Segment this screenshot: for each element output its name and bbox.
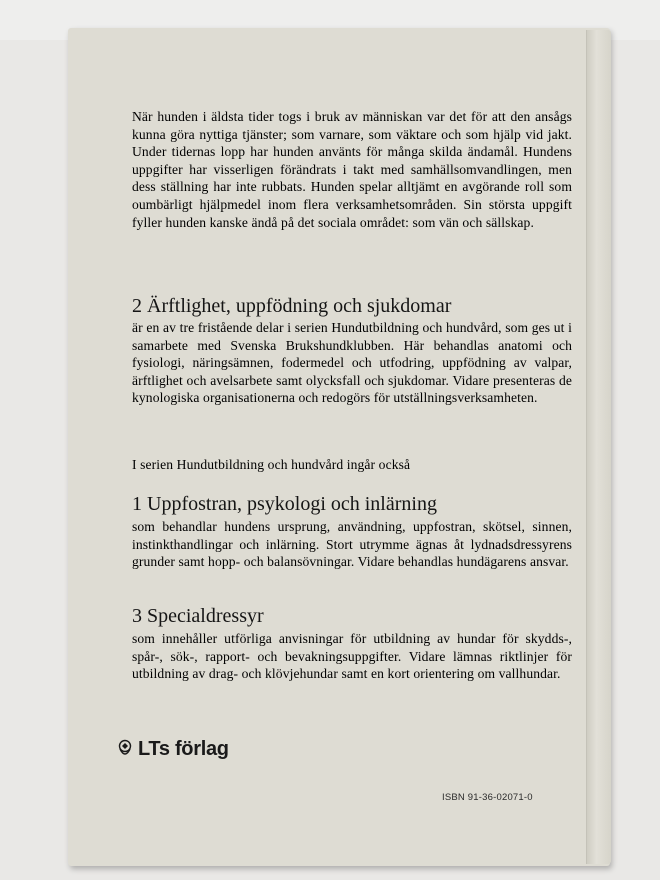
publisher-name: LTs förlag (138, 737, 229, 760)
section-text-1: som behandlar hundens ursprung, användning, uppfostran, skötsel, sinnen, instinkthandlingar och inlärning. Stort utrymme ägnas åt lydnadsdressyrens grunder samt hopp- och balansövningar. Vidare behandlas hundägarens ansvar. (132, 519, 572, 570)
section-text-3: som innehåller utförliga anvisningar för utbildning av hundar för skydds-, spår-, sök-, rapport- och bevakningsuppgifter. Vidare lämnas riktlinjer för utbildning av drag- och klövjehundar samt en kort orientering om vallhundar. (132, 631, 572, 682)
isbn-number: ISBN 91-36-02071-0 (442, 792, 533, 803)
publisher-logo (116, 735, 229, 763)
section-title-1: 1 Uppfostran, psykologi och inlärning (132, 493, 437, 515)
series-line: I serien Hundutbildning och hundvård ingår också (132, 457, 411, 472)
section-title-3: 3 Specialdressyr (132, 605, 264, 627)
book-spine (586, 30, 611, 864)
section-title-2: 2 Ärftlighet, uppfödning och sjukdomar (132, 295, 452, 317)
crest-icon (116, 739, 134, 759)
section-text-2: är en av tre fristående delar i serien Hundutbildning och hundvård, som ges ut i samarbete med Svenska Brukshundklubben. Här behandlas anatomi och fysiologi, näringsämnen, fodermedel och utfodring, uppfödning av valpar, ärftlighet och avelsarbete samt olycksfall och sjukdomar. Vidare presenteras de kynologiska organisationerna och redogörs för utställningsverksamheten. (132, 320, 572, 406)
intro-paragraph: När hunden i äldsta tider togs i bruk av människan var det för att den ansågs kunna göra nyttiga tjänster; som varnare, som väktare och som hjälp vid jakt. Under tidernas lopp har hunden använts för många skilda ändamål. Hundens uppgifter har visserligen förändrats i takt med samhällsomvandlingen, men dess ställning har inte rubbats. Hunden spelar alltjämt en avgörande roll som oumbärligt hjälpmedel inom flera verksamhetsområden. Sin största uppgift fyller hunden kanske ändå på det sociala området: som vän och sällskap. (132, 109, 572, 230)
